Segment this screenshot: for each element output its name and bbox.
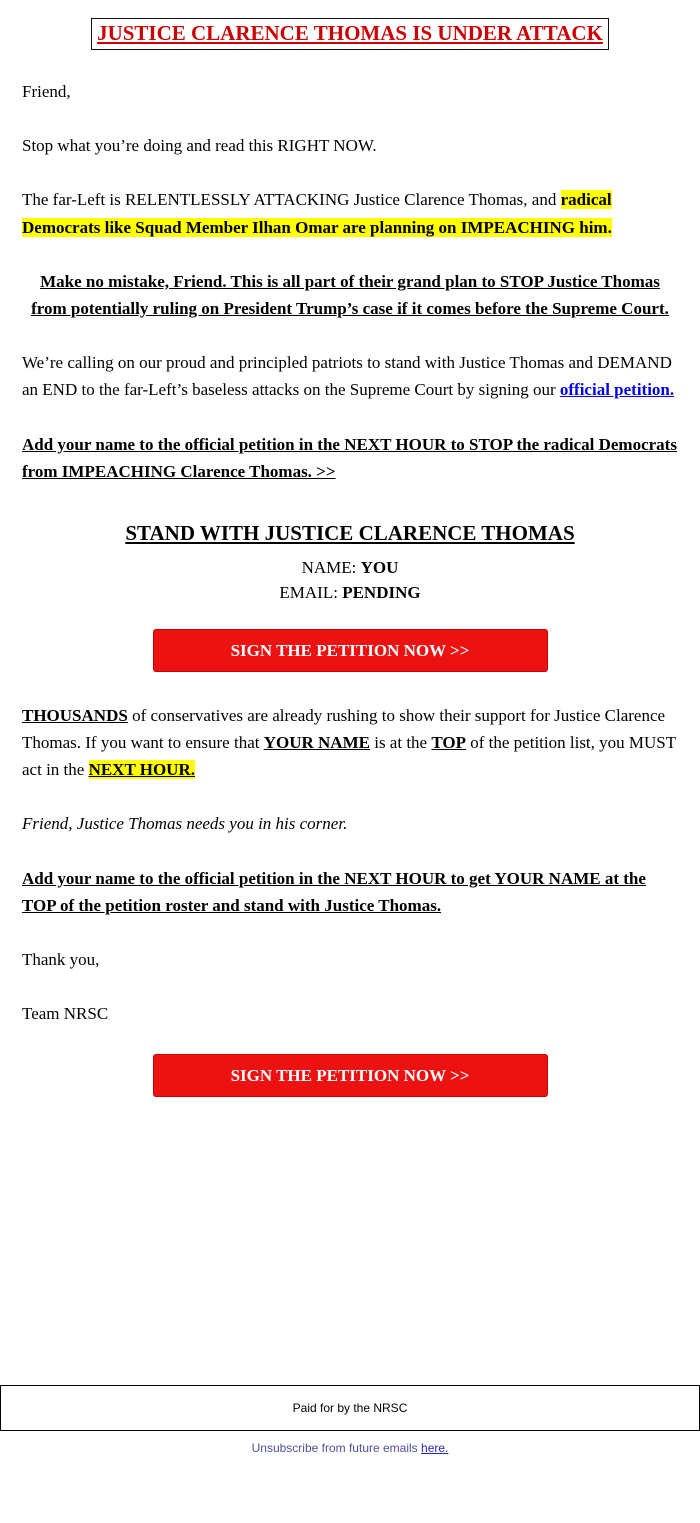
- paragraph-attack-plain: The far-Left is RELENTLESSLY ATTACKING Justice Clarence Thomas, and: [22, 190, 561, 210]
- paragraph-read-now: Stop what you’re doing and read this RIGHT NOW.: [22, 136, 377, 156]
- paragraph-attack-highlight: radical Democrats like Squad Member Ilhan Omar are planning on IMPEACHING him.: [22, 190, 612, 237]
- paragraph-thousands-seg6: of the petition list, you MUST act in the: [22, 733, 676, 780]
- bottom-whitespace: [0, 1127, 700, 1385]
- button-wrap-1: [22, 629, 678, 672]
- petition-name-label: NAME:: [301, 557, 357, 577]
- paragraph-thanks: Thank you,: [22, 950, 100, 969]
- petition-email-value: PENDING: [342, 582, 421, 602]
- paid-for-disclaimer-box: [0, 1385, 700, 1431]
- paragraph-thousands-seg4: is at the: [369, 733, 432, 753]
- petition-name-value: YOU: [360, 557, 399, 577]
- paragraph-thousands-seg3: YOUR NAME: [263, 733, 370, 753]
- paragraph-add-name-1: Add your name to the official petition in the NEXT HOUR to STOP the radical Democrats from IMPEACHING Clarence Thomas. >>: [22, 434, 677, 481]
- paragraph-signature: Team NRSC: [22, 1004, 109, 1024]
- paragraph-thousands-seg2: of conservatives are already rushing to show their support for Justice Clarence Thomas. If you want to ensure that: [22, 705, 666, 753]
- paragraph-thousands-seg1: THOUSANDS: [22, 705, 128, 725]
- petition-email-label: EMAIL:: [279, 582, 338, 602]
- unsubscribe-line: [0, 1441, 700, 1455]
- petition-email-line: [22, 583, 678, 603]
- paid-for-text: Paid for by the NRSC: [292, 1401, 408, 1416]
- paragraph-add-name-2: Add your name to the official petition in the NEXT HOUR to get YOUR NAME at the TOP of the petition roster and stand with Justice Thomas.: [22, 868, 646, 915]
- paragraph-thousands-seg5: TOP: [431, 733, 466, 753]
- petition-name-line: [22, 558, 678, 578]
- official-petition-link[interactable]: official petition.: [559, 380, 675, 400]
- unsubscribe-link[interactable]: here.: [421, 1441, 449, 1456]
- button-wrap-2: [22, 1054, 678, 1097]
- headline-wrap: [22, 18, 678, 50]
- sign-petition-button-2[interactable]: SIGN THE PETITION NOW >>: [153, 1054, 548, 1097]
- paragraph-thousands-seg7: NEXT HOUR.: [88, 760, 195, 780]
- unsubscribe-text: Unsubscribe from future emails: [251, 1441, 422, 1456]
- greeting: Friend,: [22, 82, 71, 101]
- petition-block: [22, 521, 678, 603]
- paragraph-attack: [22, 186, 678, 240]
- paragraph-grand-plan: Make no mistake, Friend. This is all part of their grand plan to STOP Justice Thomas from potentially ruling on President Trump’s case if it comes before the Supreme Court.: [31, 271, 669, 318]
- headline: JUSTICE CLARENCE THOMAS IS UNDER ATTACK: [91, 18, 609, 50]
- paragraph-calling: [22, 349, 678, 403]
- paragraph-corner: Friend, Justice Thomas needs you in his corner.: [22, 814, 348, 834]
- paragraph-calling-plain: We’re calling on our proud and principled patriots to stand with Justice Thomas and DEMAND an END to the far-Left’s baseless attacks on the Supreme Court by signing our: [22, 353, 672, 400]
- paragraph-thousands: [22, 702, 678, 784]
- petition-heading: STAND WITH JUSTICE CLARENCE THOMAS: [125, 520, 575, 545]
- sign-petition-button-1[interactable]: SIGN THE PETITION NOW >>: [153, 629, 548, 672]
